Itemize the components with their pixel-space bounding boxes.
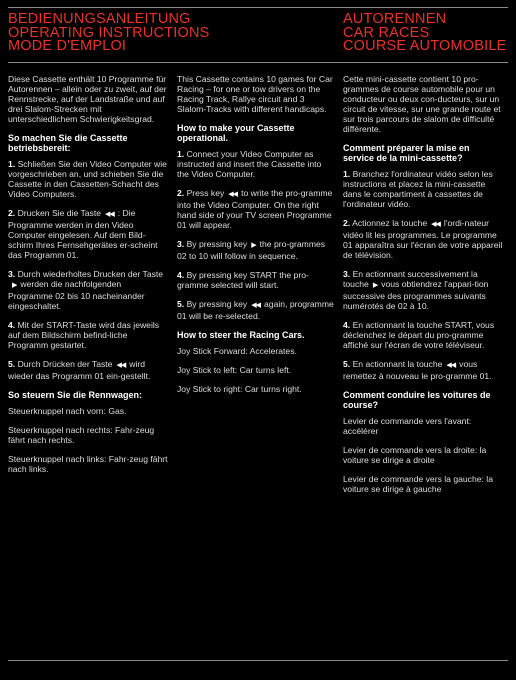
control-right: Joy Stick to right: Car turns right.	[177, 384, 302, 394]
title-german: BEDIENUNGSANLEITUNG	[8, 11, 191, 27]
setup-heading: How to make your Cassette operational.	[177, 123, 295, 143]
rewind-key-icon: ◀◀	[251, 302, 261, 309]
advance-key-icon: ▶	[12, 282, 17, 289]
title-english: OPERATING INSTRUCTIONS	[8, 24, 210, 41]
game-title-english: CAR RACES	[343, 24, 430, 41]
game-title	[343, 13, 506, 54]
step-4: 4. En actionnant la touche START, vous déclenchez le départ du pro-gramme affiché sur l'écran de votre téléviseur.	[343, 320, 495, 350]
english-column	[177, 74, 335, 403]
step-4: 4. Mit der START-Taste wird das jeweils auf dem Bildschirm befind-liche Programm gestartet.	[8, 320, 160, 350]
rewind-key-icon: ◀◀	[228, 191, 238, 198]
rewind-key-icon: ◀◀	[446, 362, 456, 369]
control-right: Levier de commande vers la droite: la voiture se dirige a droite	[343, 445, 487, 465]
rewind-key-icon: ◀◀	[116, 362, 126, 369]
game-title-german: AUTORENNEN	[343, 11, 447, 27]
control-forward: Steuerknuppel nach vorn: Gas.	[8, 406, 127, 416]
step-5: 5. By pressing key ◀◀ again, programme 01 will be re-selected.	[177, 299, 334, 321]
bottom-rule	[8, 660, 508, 661]
control-forward: Levier de commande vers l'avant: accélérer	[343, 416, 472, 436]
rewind-key-icon: ◀◀	[105, 211, 114, 218]
title-french: MODE D'EMPLOI	[8, 38, 127, 54]
title-rule	[8, 62, 508, 63]
step-3: 3. En actionnant successivement la touche ▶ vous obtiendrez l'appari-tion successive des programmes suivants numérotés de 02 à 10.	[343, 269, 489, 311]
intro-text: Diese Cassette enthält 10 Programme für Autorennen – allein oder zu zweit, auf der Rennstrecke, auf der Landstraße und auf drei Slalom-Strecken mit unterschiedlichem Schwierigkeitsgrad.	[8, 74, 167, 124]
step-2: 2. Press key ◀◀ to write the pro-gramme into the Video Computer. On the right hand side of your TV screen Programme 01 will appear.	[177, 188, 333, 230]
step-4: 4. By pressing key START the pro-gramme selected will start.	[177, 270, 309, 290]
control-forward: Joy Stick Forward: Accelerates.	[177, 346, 297, 356]
step-2: 2. Actionnez la touche ◀◀ l'ordi-nateur vidéo lit les programmes. Le programme 01 apparaîtra sur l'écran de votre appareil de télévision.	[343, 218, 503, 260]
french-column	[343, 74, 503, 503]
control-left: Steuerknuppel nach links: Fahr-zeug fährt nach links.	[8, 454, 168, 474]
setup-heading: So machen Sie die Cassette betriebsbereit:	[8, 133, 128, 153]
step-5: 5. Durch Drücken der Taste ◀◀ wird wieder das Programm 01 ein-gestellt.	[8, 359, 151, 381]
step-1: 1. Schließen Sie den Video Computer wie vorgeschrieben an, und schieben Sie die Cassette in den Cassetten-Schacht des Video Computers.	[8, 159, 167, 199]
step-1: 1. Branchez l'ordinateur vidéo selon les instructions et placez la mini-cassette dans le compartiment à cassettes de l'ordinateur vidéo.	[343, 169, 493, 209]
control-left: Joy Stick to left: Car turns left.	[177, 365, 292, 375]
top-rule	[8, 7, 508, 8]
step-5: 5. En actionnant la touche ◀◀ vous remettez à nouveau le pro-gramme 01.	[343, 359, 492, 381]
intro-text: Cette mini-cassette contient 10 pro-grammes de course automobile pour un conducteur ou deux con-ducteurs, sur un circuit de vitesse, sur une grande route et sur trois parcours de slalom de difficulté différente.	[343, 74, 501, 134]
advance-key-icon: ▶	[251, 242, 256, 249]
step-3: 3. By pressing key ▶ the pro-grammes 02 to 10 will follow in sequence.	[177, 239, 326, 261]
manual-title	[8, 13, 210, 54]
steer-heading: So steuern Sie die Rennwagen:	[8, 390, 143, 400]
advance-key-icon: ▶	[372, 282, 378, 289]
game-title-french: COURSE AUTOMOBILE	[343, 38, 507, 54]
step-1: 1. Connect your Video Computer as instructed and insert the Cassette into the Video Computer.	[177, 149, 322, 179]
intro-text: This Cassette contains 10 games for Car Racing – for one or tow drivers on the Racing Track, Rallye circuit and 3 Slalom-Tracks with different handicaps.	[177, 74, 333, 114]
setup-heading: Comment préparer la mise en service de la mini-cassette?	[343, 143, 470, 163]
steer-heading: How to steer the Racing Cars.	[177, 330, 305, 340]
step-3: 3. Durch wiederholtes Drucken der Taste▶ werden die nachfolgenden Programme 02 bis 10 nacheinander eingeschaltet.	[8, 269, 164, 311]
step-2: 2. Drucken Sie die Taste ◀◀ : Die Programme werden in den Video Computer eingelesen. Auf dem Bild-schirm Ihres Fernsehgerätes er-scheint das Programm 01.	[8, 208, 158, 260]
rewind-key-icon: ◀◀	[431, 221, 440, 228]
steer-heading: Comment conduire les voitures de course?	[343, 390, 491, 410]
german-column	[8, 74, 168, 483]
control-left: Levier de commande vers la gauche: la voiture se dirige à gauche	[343, 474, 493, 494]
control-right: Steuerknuppel nach rechts: Fahr-zeug fährt nach rechts.	[8, 425, 155, 445]
